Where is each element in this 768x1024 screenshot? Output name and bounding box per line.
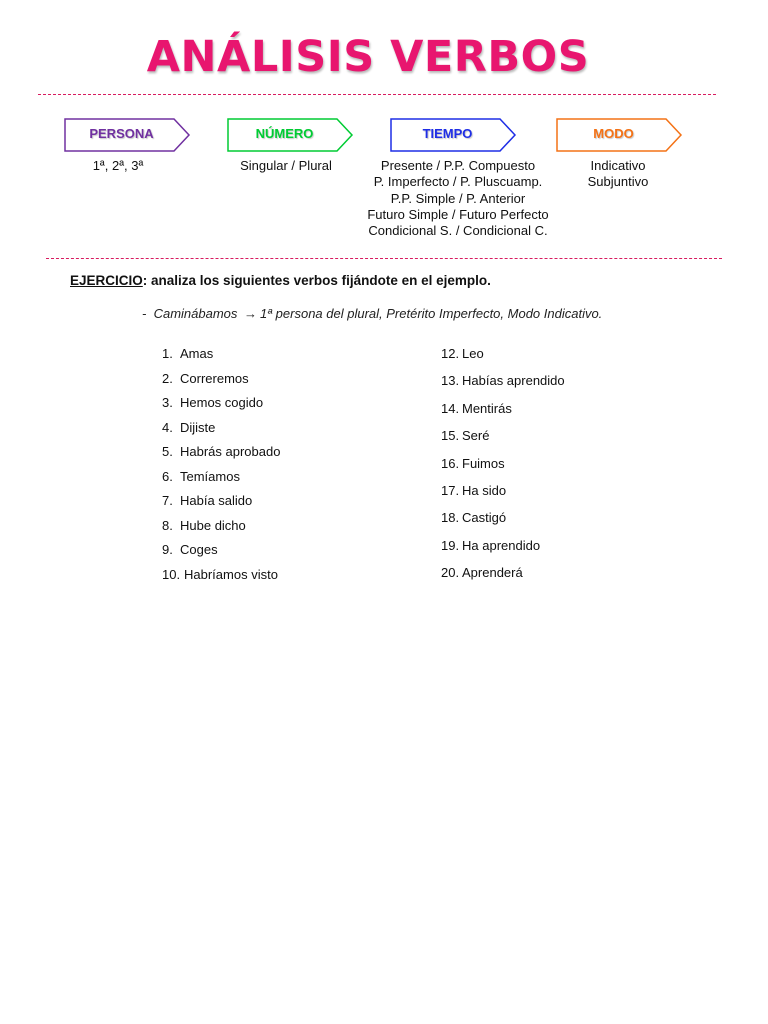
item-verb: Hube dicho [180,518,246,533]
list-item [162,518,246,533]
item-number: 13. [441,373,460,388]
list-item [441,346,484,361]
list-item [441,510,506,525]
item-number: 20. [441,565,460,580]
item-verb: Habríamos visto [184,567,278,582]
list-item [441,401,512,416]
list-item [162,444,280,459]
numero-tag [227,118,355,152]
item-number: 15. [441,428,460,443]
example-verb: Caminábamos [153,306,238,321]
list-item [162,469,240,484]
list-item [162,346,213,361]
tiempo-tag [390,118,518,152]
list-item [441,428,489,443]
persona-tag [64,118,192,152]
item-verb: Había salido [180,493,253,508]
item-verb: Leo [462,346,484,361]
item-number: 12. [441,346,460,361]
tiempo-values [360,158,556,239]
item-verb: Dijiste [180,420,216,435]
item-number: 1. [162,346,173,361]
item-number: 10. [162,567,181,582]
item-number: 4. [162,420,173,435]
item-number: 18. [441,510,460,525]
item-number: 3. [162,395,173,410]
numero-values [227,158,345,174]
item-number: 2. [162,371,173,386]
numero-value: Singular / Plural [240,158,332,173]
item-verb: Hemos cogido [180,395,264,410]
item-number: 16. [441,456,460,471]
item-verb: Temíamos [180,469,240,484]
middle-divider [46,258,722,259]
tiempo-value: Presente / P.P. Compuesto [380,158,536,173]
item-number: 5. [162,444,173,459]
item-verb: Ha sido [462,483,507,498]
exercise-instruction-text: : analiza los siguientes verbos fijándote en el ejemplo. [142,273,491,288]
tiempo-tag-label: TIEMPO [422,126,473,141]
persona-values [64,158,172,174]
tiempo-value: P.P. Simple / P. Anterior [390,190,526,206]
item-verb: Habías aprendido [462,373,565,388]
modo-values [566,158,670,191]
page-title: ANÁLISIS VERBOS [146,32,590,82]
tiempo-value: P. Imperfecto / P. Pluscuamp. [373,174,543,190]
exercise-label: EJERCICIO [70,273,143,288]
tiempo-value: Condicional S. / Condicional C. [368,223,548,239]
item-verb: Coges [180,542,218,557]
modo-tag [556,118,684,152]
list-item [162,542,218,557]
persona-tag-label: PERSONA [89,126,154,141]
item-verb: Correremos [180,371,249,386]
list-item [162,371,249,386]
list-item [441,538,540,553]
item-verb: Aprenderá [462,565,523,580]
item-number: 6. [162,469,173,484]
example-analysis: 1ª persona del plural, Pretérito Imperfecto, Modo Indicativo. [260,306,603,321]
list-item [441,565,523,580]
exercise-instruction [70,273,491,288]
item-number: 14. [441,401,460,416]
list-item [162,420,215,435]
list-item [162,395,263,410]
example-dash: - [142,306,147,321]
item-verb: Castigó [462,510,507,525]
list-item [441,456,505,471]
modo-tag-label: MODO [593,126,634,141]
item-number: 17. [441,483,460,498]
item-verb: Ha aprendido [462,538,541,553]
item-number: 19. [441,538,460,553]
item-verb: Seré [462,428,490,443]
item-number: 7. [162,493,173,508]
item-number: 8. [162,518,173,533]
top-divider [38,94,716,95]
list-item [441,373,565,388]
item-verb: Mentirás [462,401,512,416]
list-item [162,567,278,582]
item-verb: Amas [180,346,214,361]
item-verb: Habrás aprobado [180,444,281,459]
persona-value: 1ª, 2ª, 3ª [92,158,144,173]
modo-value: Indicativo [590,158,646,173]
numero-tag-label: NÚMERO [255,126,314,141]
modo-value: Subjuntivo [587,174,649,190]
list-item [162,493,252,508]
arrow-icon: → [244,306,258,321]
tiempo-value: Futuro Simple / Futuro Perfecto [367,206,549,222]
item-number: 9. [162,542,173,557]
list-item [441,483,506,498]
item-verb: Fuimos [462,456,505,471]
example-line [142,306,602,321]
